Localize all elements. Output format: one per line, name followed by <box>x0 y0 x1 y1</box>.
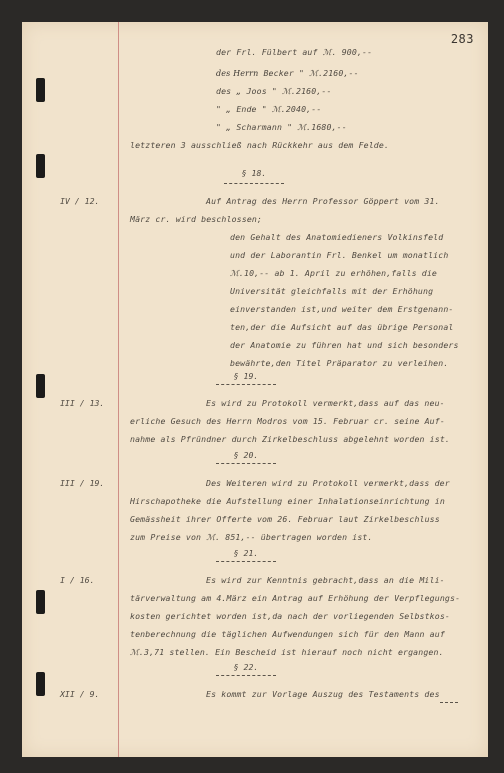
text-line: kosten gerichtet worden ist,da nach der vorliegenden Selbstkos- <box>130 611 450 621</box>
section-rule <box>224 183 284 184</box>
document-page <box>22 22 488 757</box>
text-line: ℳ.3,71 stellen. Ein Bescheid ist hierauf noch nicht ergangen. <box>130 647 444 657</box>
text-line: nahme als Pfründner durch Zirkelbeschluss abgelehnt worden ist. <box>130 434 450 444</box>
margin-rule <box>118 22 119 757</box>
header-line: " „ Ende " ℳ.2040,-- <box>216 104 322 114</box>
text-line: der Anatomie zu führen hat und sich besonders <box>230 340 459 350</box>
punch-hole <box>36 672 45 696</box>
margin-reference: I / 16. <box>60 575 95 585</box>
header-line: des „ Joos " ℳ.2160,-- <box>216 86 332 96</box>
text-line: tärverwaltung am 4.März ein Antrag auf Erhöhung der Verpflegungs- <box>130 593 461 603</box>
section-heading: § 21. <box>233 548 259 558</box>
margin-reference: III / 13. <box>60 398 105 408</box>
closing-line: letzteren 3 ausschließ nach Rückkehr aus dem Felde. <box>130 140 390 150</box>
section-rule <box>216 463 276 464</box>
text-line: ten,der die Aufsicht auf das übrige Personal <box>230 322 454 332</box>
section-heading: § 22. <box>233 662 259 672</box>
header-line: der Frl. Fülbert auf ℳ. 900,-- <box>216 47 373 57</box>
text-line: Es kommt zur Vorlage Auszug des Testaments des <box>206 689 440 699</box>
punch-hole <box>36 374 45 398</box>
text-line: tenberechnung die täglichen Aufwendungen sich für den Mann auf <box>130 629 445 639</box>
header-line: " „ Scharmann " ℳ.1680,-- <box>216 122 347 132</box>
text-line: Es wird zu Protokoll vermerkt,dass auf das neu- <box>206 398 445 408</box>
margin-reference: IV / 12. <box>60 196 100 206</box>
text-line: Gemässheit ihrer Offerte vom 26. Februar laut Zirkelbeschluss <box>130 514 440 524</box>
text-line: erliche Gesuch des Herrn Modros vom 15. Februar cr. seine Auf- <box>130 416 445 426</box>
section-heading: § 19. <box>233 371 259 381</box>
section-heading: § 18. <box>241 168 267 178</box>
text-line: März cr. wird beschlossen; <box>130 214 263 224</box>
section-rule <box>216 561 276 562</box>
handwritten-insert: des Herrn <box>216 69 259 78</box>
text-line: bewährte,den Titel Präparator zu verleihen. <box>230 358 449 368</box>
text-line: Es wird zur Kenntnis gebracht,dass an die Mili- <box>206 575 445 585</box>
text-line: einverstanden ist,und weiter dem Erstgenann- <box>230 304 454 314</box>
margin-reference: XII / 9. <box>60 689 100 699</box>
text-line: und der Laborantin Frl. Benkel um monatlich <box>230 250 449 260</box>
punch-hole <box>36 590 45 614</box>
text-line: Universität gleichfalls mit der Erhöhung <box>230 286 434 296</box>
section-rule <box>216 675 276 676</box>
header-line-text: Becker " ℳ.2160,-- <box>258 68 359 78</box>
text-line: Auf Antrag des Herrn Professor Göppert vom 31. <box>206 196 440 206</box>
punch-hole <box>36 78 45 102</box>
continuation-rule <box>440 702 458 703</box>
section-heading: § 20. <box>233 450 259 460</box>
text-line: ℳ.10,-- ab 1. April zu erhöhen,falls die <box>230 268 437 278</box>
text-line: Hirschapotheke die Aufstellung einer Inhalationseinrichtung in <box>130 496 445 506</box>
page-number: 283 <box>450 32 474 46</box>
punch-hole <box>36 154 45 178</box>
text-line: Des Weiteren wird zu Protokoll vermerkt,dass der <box>206 478 450 488</box>
header-line-row <box>216 68 359 78</box>
margin-reference: III / 19. <box>60 478 105 488</box>
section-rule <box>216 384 276 385</box>
text-line: den Gehalt des Anatomiedieners Volkinsfeld <box>230 232 444 242</box>
text-line: zum Preise von ℳ. 851,-- übertragen worden ist. <box>130 532 373 542</box>
